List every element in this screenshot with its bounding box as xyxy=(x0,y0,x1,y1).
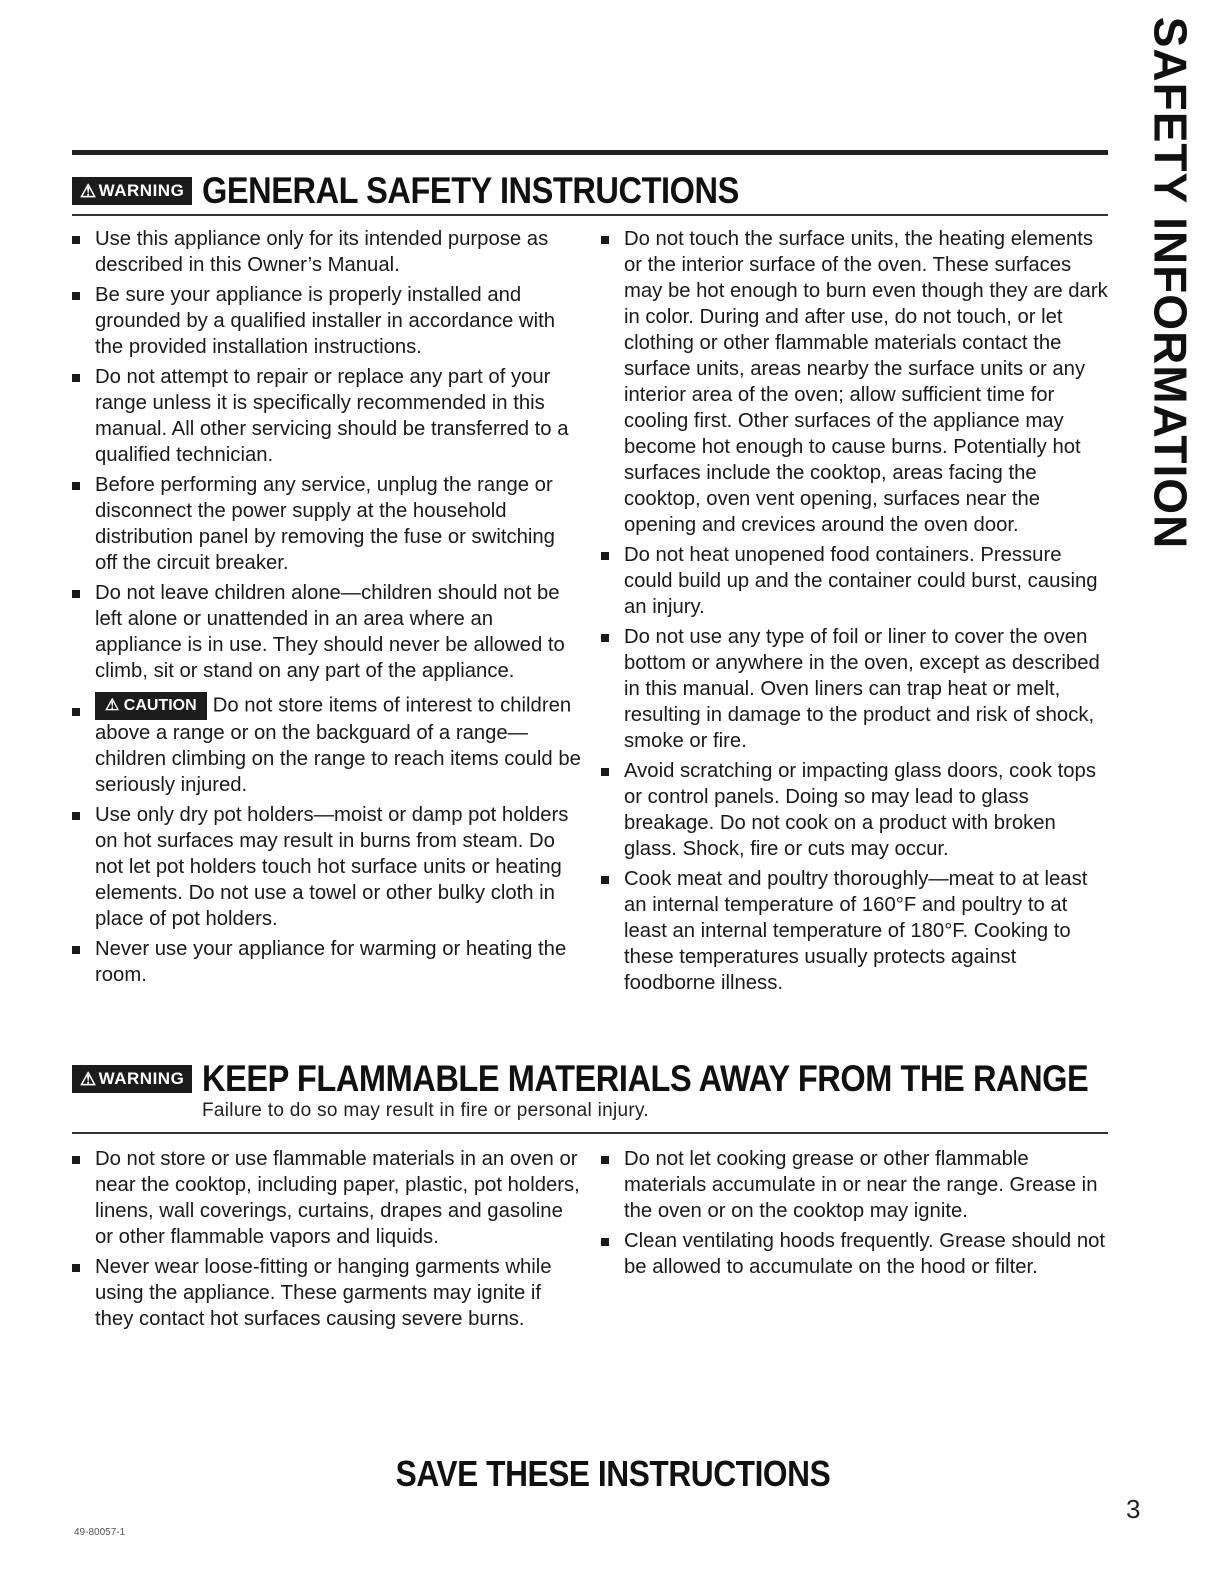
save-instructions-footer: SAVE THESE INSTRUCTIONS xyxy=(395,1453,830,1494)
caution-list-item: ⚠ CAUTION Do not store items of interest to children above a range or on the backguard of a range—children climbing on the range to reach items could be seriously injured. xyxy=(72,692,582,798)
list-item: Be sure your appliance is properly installed and grounded by a qualified installer in accordance with the provided installation instructions. xyxy=(72,282,582,360)
section-title: KEEP FLAMMABLE MATERIALS AWAY FROM THE RANGE xyxy=(202,1058,1089,1099)
list-item: Avoid scratching or impacting glass doors, cook tops or control panels. Doing so may lead to glass breakage. Do not cook on a product with broken glass. Shock, fire or cuts may occur. xyxy=(601,758,1111,862)
bullet-icon xyxy=(72,292,80,300)
flammable-heading xyxy=(72,1058,1210,1100)
top-rule xyxy=(72,150,1108,155)
bullet-icon xyxy=(601,552,609,560)
section-title: GENERAL SAFETY INSTRUCTIONS xyxy=(202,170,740,211)
list-item: Do not attempt to repair or replace any part of your range unless it is specifically recommended in this manual. All other servicing should be transferred to a qualified technician. xyxy=(72,364,582,468)
bullet-icon xyxy=(601,634,609,642)
list-item: Do not heat unopened food containers. Pressure could build up and the container could burst, causing an injury. xyxy=(601,542,1111,620)
list-item: Use only dry pot holders—moist or damp pot holders on hot surfaces may result in burns from steam. Do not let pot holders touch hot surface units or heating elements. Do not use a towel or other bulky cloth in place of pot holders. xyxy=(72,802,582,932)
flammable-left-column xyxy=(72,1146,582,1336)
list-item: Clean ventilating hoods frequently. Grease should not be allowed to accumulate on the hood or filter. xyxy=(601,1228,1111,1280)
warning-badge: ⚠ WARNING xyxy=(72,1065,192,1093)
bullet-icon xyxy=(601,1238,609,1246)
list-item: Never wear loose-fitting or hanging garments while using the appliance. These garments may ignite if they contact hot surfaces causing severe burns. xyxy=(72,1254,582,1332)
caution-badge: ⚠ CAUTION xyxy=(95,692,207,720)
caution-triangle-icon: ⚠ xyxy=(105,697,124,714)
bullet-icon xyxy=(72,1264,80,1272)
warning-badge: ⚠ WARNING xyxy=(72,177,192,205)
list-item: Do not touch the surface units, the heating elements or the interior surface of the oven. These surfaces may be hot enough to burn even though they are dark in color. During and after use, do not touch, or let clothing or other flammable materials contact the surface units, areas nearby the surface units or any interior area of the oven; allow sufficient time for cooling first. Other surfaces of the appliance may become hot enough to cause burns. Potentially hot surfaces include the cooktop, areas facing the cooktop, oven vent opening, surfaces near the opening and crevices around the oven door. xyxy=(601,226,1111,538)
bullet-icon xyxy=(72,590,80,598)
bullet-icon xyxy=(72,374,80,382)
list-item: Do not use any type of foil or liner to cover the oven bottom or anywhere in the oven, except as described in this manual. Oven liners can trap heat or melt, resulting in damage to the product and risk of shock, smoke or fire. xyxy=(601,624,1111,754)
list-item: Do not let cooking grease or other flammable materials accumulate in or near the range. Grease in the oven or on the cooktop may ignite. xyxy=(601,1146,1111,1224)
general-right-column xyxy=(601,226,1111,1000)
bullet-icon xyxy=(72,708,80,716)
section-rule xyxy=(72,1132,1108,1134)
list-item: Do not leave children alone—children should not be left alone or unattended in an area where an appliance is in use. They should never be allowed to climb, sit or stand on any part of the appliance. xyxy=(72,580,582,684)
section-rule xyxy=(72,214,1108,216)
general-safety-heading xyxy=(72,170,812,212)
list-item: Before performing any service, unplug the range or disconnect the power supply at the household distribution panel by removing the fuse or switching off the circuit breaker. xyxy=(72,472,582,576)
bullet-icon xyxy=(601,1156,609,1164)
bullet-icon xyxy=(601,768,609,776)
list-item: Never use your appliance for warming or heating the room. xyxy=(72,936,582,988)
section-subtitle: Failure to do so may result in fire or personal injury. xyxy=(202,1100,649,1121)
page-number: 3 xyxy=(1126,1494,1141,1524)
list-item: Do not store or use flammable materials in an oven or near the cooktop, including paper, plastic, pot holders, linens, wall coverings, curtains, drapes and gasoline or other flammable vapors and liquids. xyxy=(72,1146,582,1250)
warning-triangle-icon: ⚠ xyxy=(80,180,97,201)
list-item: Cook meat and poultry thoroughly—meat to at least an internal temperature of 160°F and poultry to at least an internal temperature of 180°F. Cooking to these temperatures usually protects against foodborne illness. xyxy=(601,866,1111,996)
bullet-icon xyxy=(72,236,80,244)
side-tab xyxy=(1120,16,1220,550)
bullet-icon xyxy=(72,482,80,490)
warning-triangle-icon: ⚠ xyxy=(80,1068,97,1089)
bullet-icon xyxy=(72,812,80,820)
bullet-icon xyxy=(72,1156,80,1164)
bullet-icon xyxy=(72,946,80,954)
side-tab-label: SAFETY INFORMATION xyxy=(1144,16,1197,550)
document-code: 49-80057-1 xyxy=(74,1527,126,1538)
list-item: Use this appliance only for its intended purpose as described in this Owner’s Manual. xyxy=(72,226,582,278)
bullet-icon xyxy=(601,876,609,884)
bullet-icon xyxy=(601,236,609,244)
general-left-column xyxy=(72,226,582,992)
flammable-right-column xyxy=(601,1146,1111,1284)
